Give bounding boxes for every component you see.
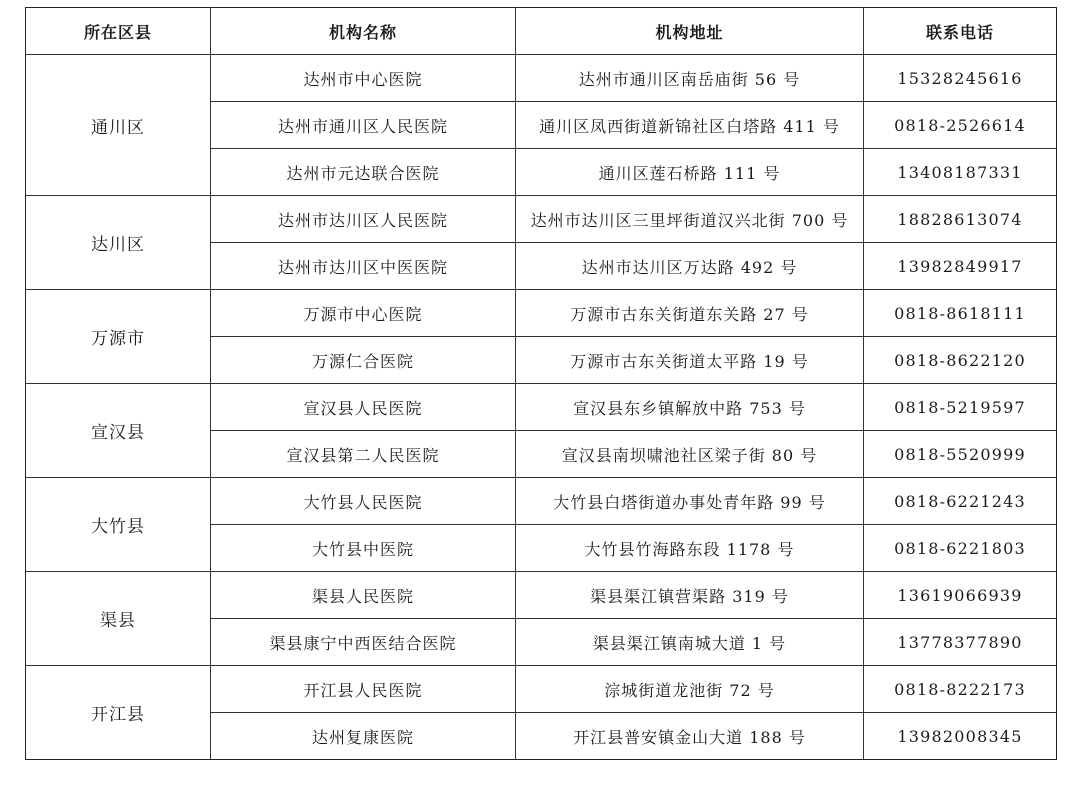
- district-cell: 渠县: [26, 572, 211, 666]
- hospital-table: [25, 7, 1057, 760]
- table-row: [26, 384, 1057, 431]
- institution-name: 达州市通川区人民医院: [211, 102, 516, 149]
- institution-address: 开江县普安镇金山大道 188 号: [516, 713, 864, 760]
- table-row: [26, 55, 1057, 102]
- institution-name: 达州市达川区人民医院: [211, 196, 516, 243]
- district-cell: 大竹县: [26, 478, 211, 572]
- header-address: 机构地址: [516, 8, 864, 55]
- institution-address: 淙城街道龙池街 72 号: [516, 666, 864, 713]
- institution-address: 达州市通川区南岳庙街 56 号: [516, 55, 864, 102]
- table-row: [26, 572, 1057, 619]
- institution-phone: 13408187331: [864, 149, 1057, 196]
- district-cell: 宣汉县: [26, 384, 211, 478]
- institution-name: 开江县人民医院: [211, 666, 516, 713]
- institution-address: 大竹县白塔街道办事处青年路 99 号: [516, 478, 864, 525]
- institution-phone: 0818-8222173: [864, 666, 1057, 713]
- institution-address: 大竹县竹海路东段 1178 号: [516, 525, 864, 572]
- institution-name: 达州市达川区中医医院: [211, 243, 516, 290]
- institution-phone: 13619066939: [864, 572, 1057, 619]
- institution-name: 渠县康宁中西医结合医院: [211, 619, 516, 666]
- institution-name: 达州复康医院: [211, 713, 516, 760]
- institution-phone: 13982849917: [864, 243, 1057, 290]
- institution-phone: 0818-2526614: [864, 102, 1057, 149]
- table-header-row: [26, 8, 1057, 55]
- institution-phone: 0818-6221803: [864, 525, 1057, 572]
- header-district: 所在区县: [26, 8, 211, 55]
- institution-address: 万源市古东关街道东关路 27 号: [516, 290, 864, 337]
- institution-name: 达州市元达联合医院: [211, 149, 516, 196]
- table-row: [26, 666, 1057, 713]
- institution-phone: 0818-8618111: [864, 290, 1057, 337]
- institution-address: 通川区凤西街道新锦社区白塔路 411 号: [516, 102, 864, 149]
- institution-name: 宣汉县人民医院: [211, 384, 516, 431]
- institution-phone: 18828613074: [864, 196, 1057, 243]
- table-row: [26, 478, 1057, 525]
- institution-address: 宣汉县南坝啸池社区梁子街 80 号: [516, 431, 864, 478]
- institution-name: 渠县人民医院: [211, 572, 516, 619]
- table-row: [26, 290, 1057, 337]
- institution-name: 大竹县人民医院: [211, 478, 516, 525]
- header-name: 机构名称: [211, 8, 516, 55]
- district-cell: 达川区: [26, 196, 211, 290]
- institution-phone: 13778377890: [864, 619, 1057, 666]
- institution-address: 通川区莲石桥路 111 号: [516, 149, 864, 196]
- district-cell: 万源市: [26, 290, 211, 384]
- institution-address: 达州市达川区三里坪街道汉兴北街 700 号: [516, 196, 864, 243]
- institution-name: 万源仁合医院: [211, 337, 516, 384]
- institution-phone: 13982008345: [864, 713, 1057, 760]
- institution-phone: 0818-8622120: [864, 337, 1057, 384]
- institution-address: 达州市达川区万达路 492 号: [516, 243, 864, 290]
- institution-phone: 0818-5219597: [864, 384, 1057, 431]
- institution-address: 宣汉县东乡镇解放中路 753 号: [516, 384, 864, 431]
- institution-address: 渠县渠江镇南城大道 1 号: [516, 619, 864, 666]
- institution-phone: 0818-6221243: [864, 478, 1057, 525]
- district-cell: 开江县: [26, 666, 211, 760]
- institution-name: 万源市中心医院: [211, 290, 516, 337]
- table-row: [26, 196, 1057, 243]
- header-phone: 联系电话: [864, 8, 1057, 55]
- institution-name: 宣汉县第二人民医院: [211, 431, 516, 478]
- institution-name: 达州市中心医院: [211, 55, 516, 102]
- district-cell: 通川区: [26, 55, 211, 196]
- institution-name: 大竹县中医院: [211, 525, 516, 572]
- institution-address: 渠县渠江镇营渠路 319 号: [516, 572, 864, 619]
- institution-phone: 0818-5520999: [864, 431, 1057, 478]
- institution-address: 万源市古东关街道太平路 19 号: [516, 337, 864, 384]
- institution-phone: 15328245616: [864, 55, 1057, 102]
